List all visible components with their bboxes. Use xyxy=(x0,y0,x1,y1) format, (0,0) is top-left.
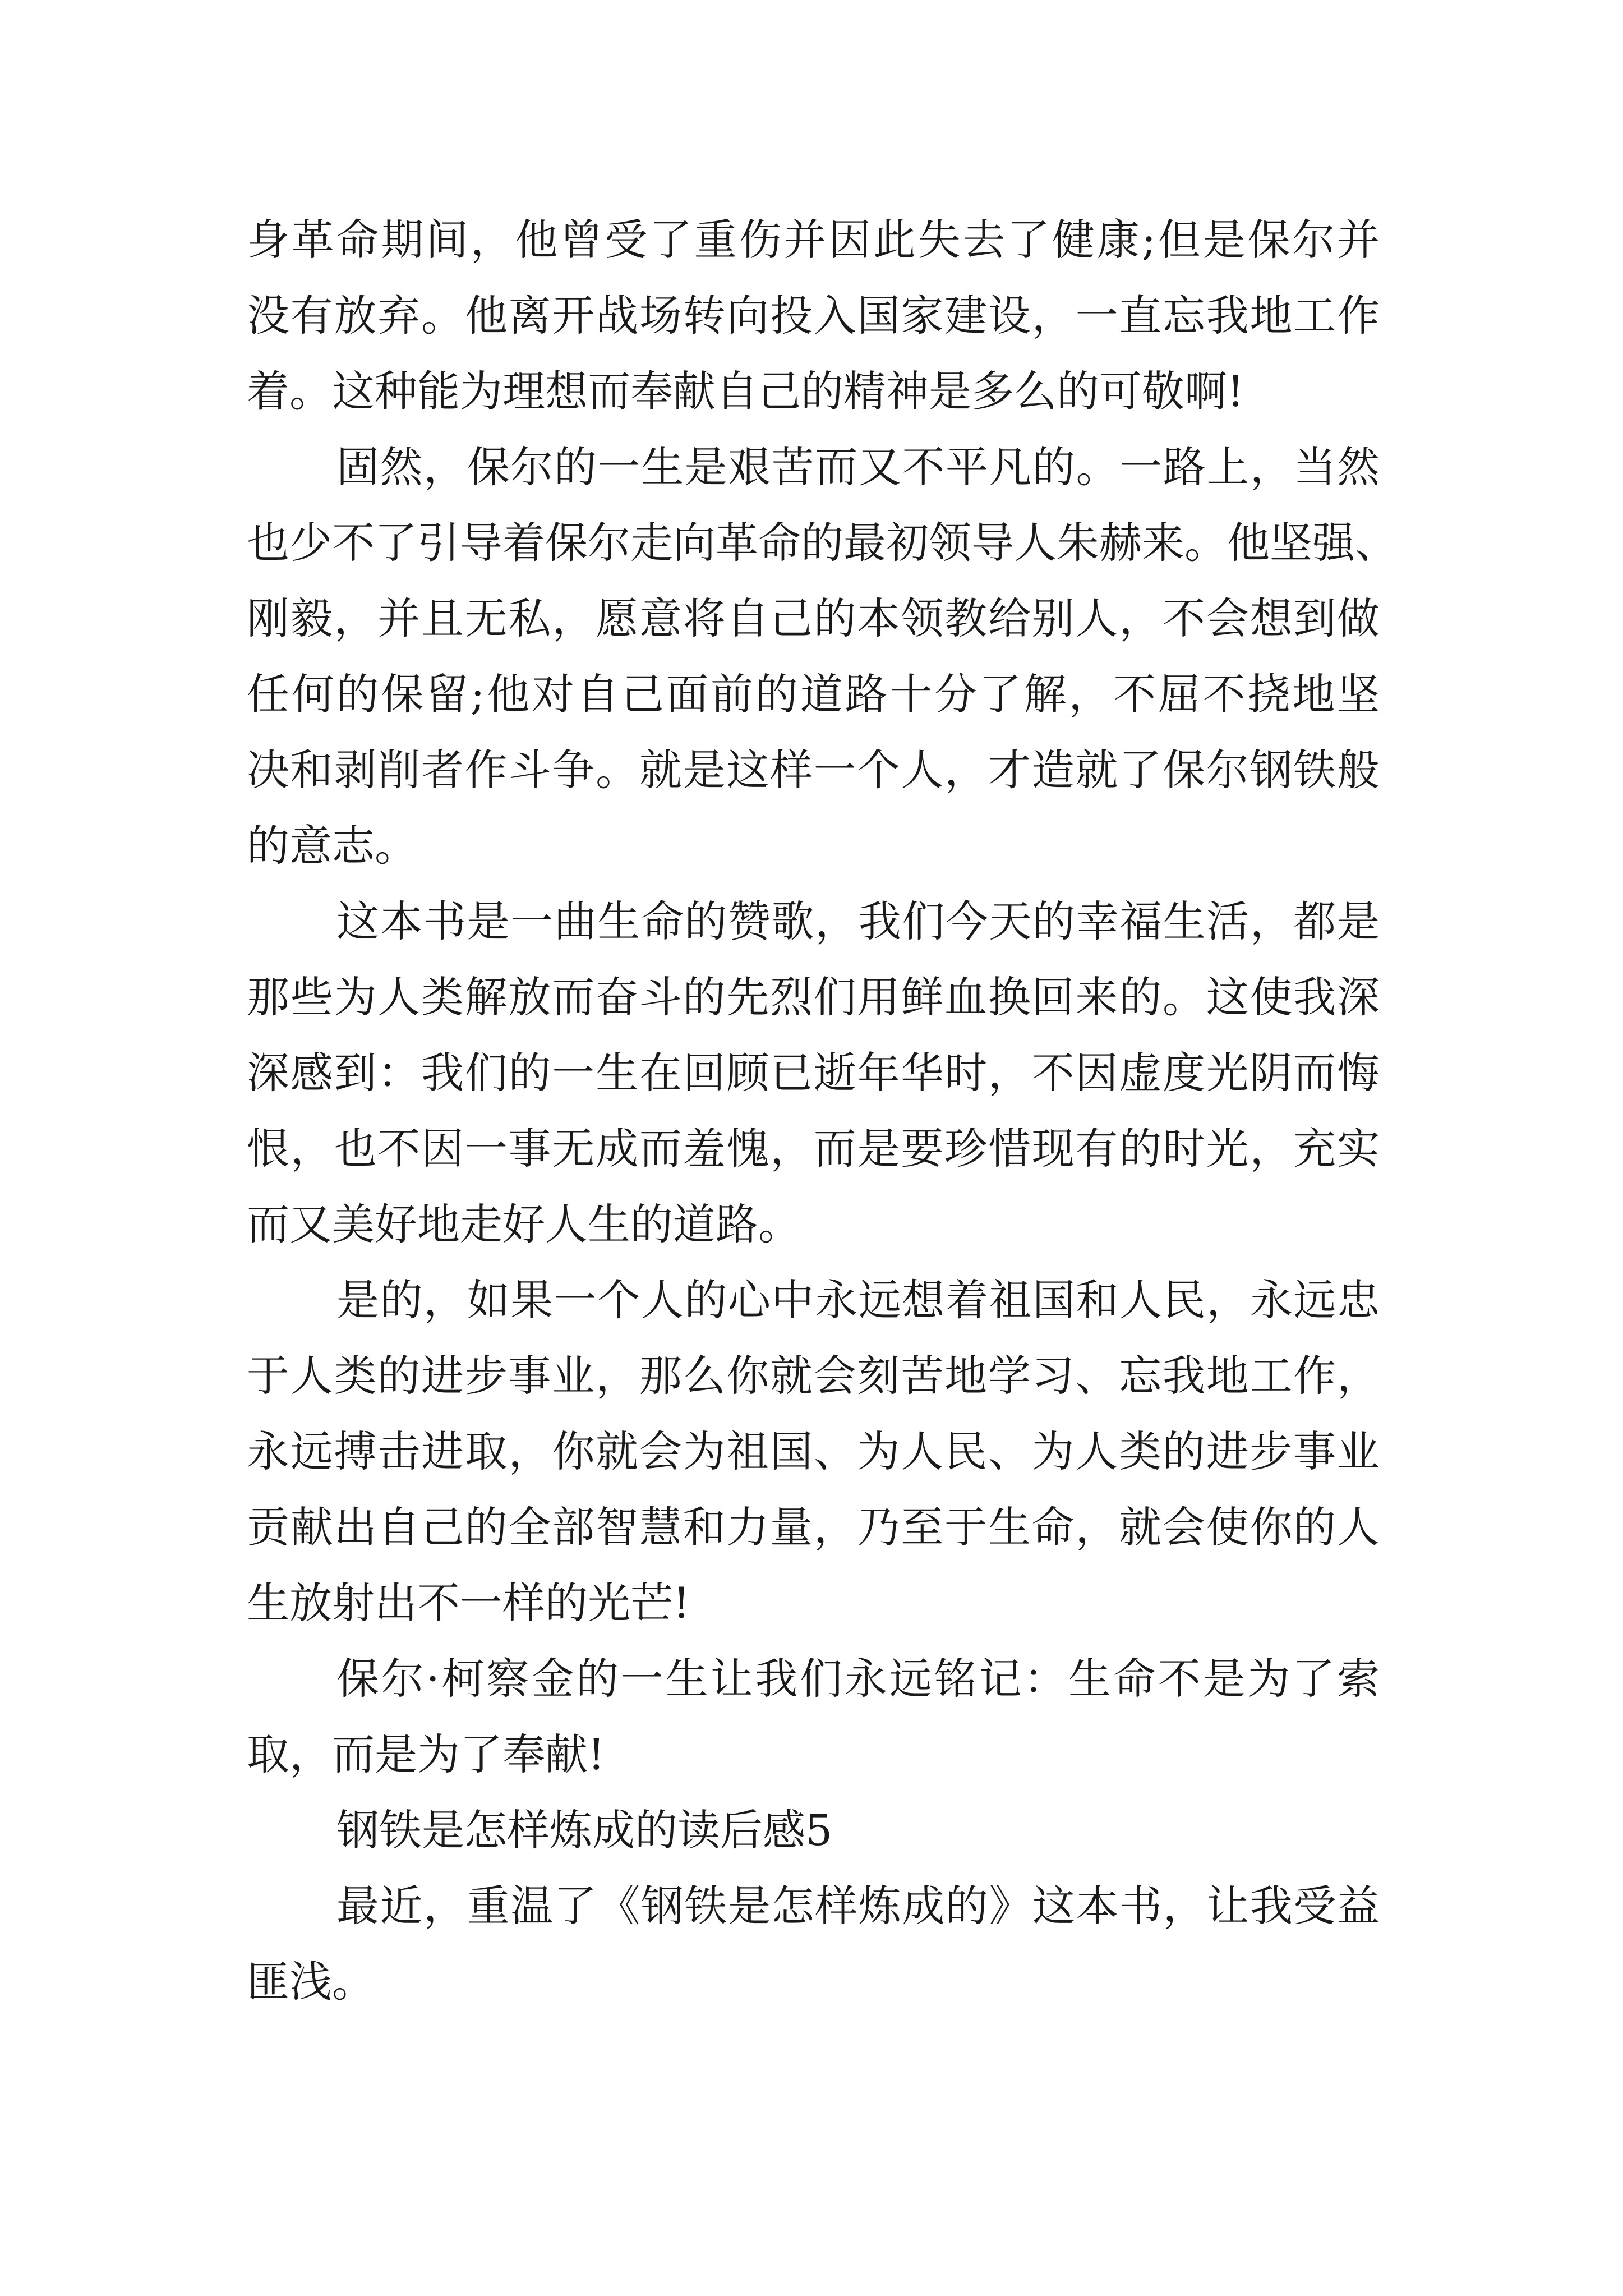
paragraph-first-line: 是的，如果一个人的心中永远想着祖国和人民，永远忠 xyxy=(336,1275,1380,1325)
text-line: 也少不了引导着保尔走向革命的最初领导人朱赫来。他坚强、 xyxy=(247,518,1398,568)
paragraph-first-line: 最近，重温了《钢铁是怎样炼成的》这本书，让我受益 xyxy=(336,1881,1380,1931)
text-line: 而又美好地走好人生的道路。 xyxy=(247,1199,801,1249)
text-line: 深感到：我们的一生在回顾已逝年华时，不因虚度光阴而悔 xyxy=(247,1048,1380,1098)
text-line: 取，而是为了奉献! xyxy=(247,1729,605,1779)
text-line: 生放射出不一样的光芒! xyxy=(247,1578,690,1628)
body-text xyxy=(247,202,1398,2019)
text-line: 那些为人类解放而奋斗的先烈们用鲜血换回来的。这使我深 xyxy=(247,972,1380,1022)
text-line: 恨，也不因一事无成而羞愧，而是要珍惜现有的时光，充实 xyxy=(247,1124,1380,1174)
text-line: 决和剥削者作斗争。就是这样一个人，才造就了保尔钢铁般 xyxy=(247,745,1380,795)
text-line: 任何的保留;他对自己面前的道路十分了解，不屈不挠地坚 xyxy=(247,669,1380,719)
paragraph-first-line: 保尔·柯察金的一生让我们永远铭记：生命不是为了索 xyxy=(336,1654,1380,1704)
paragraph-first-line: 这本书是一曲生命的赞歌，我们今天的幸福生活，都是 xyxy=(336,896,1380,946)
text-line: 永远搏击进取，你就会为祖国、为人民、为人类的进步事业 xyxy=(247,1427,1380,1476)
text-line: 于人类的进步事业，那么你就会刻苦地学习、忘我地工作， xyxy=(247,1351,1380,1401)
text-line: 贡献出自己的全部智慧和力量，乃至于生命，就会使你的人 xyxy=(247,1502,1380,1552)
text-line: 的意志。 xyxy=(247,821,417,871)
text-line: 没有放弃。他离开战场转向投入国家建设，一直忘我地工作 xyxy=(247,291,1380,341)
text-line: 身革命期间，他曾受了重伤并因此失去了健康;但是保尔并 xyxy=(247,215,1380,265)
paragraph-first-line: 固然，保尔的一生是艰苦而又不平凡的。一路上，当然 xyxy=(336,442,1380,492)
text-line: 匪浅。 xyxy=(247,1957,375,2007)
section-heading: 钢铁是怎样炼成的读后感5 xyxy=(336,1805,833,1855)
text-line: 着。这种能为理想而奉献自己的精神是多么的可敬啊! xyxy=(247,366,1244,416)
text-line: 刚毅，并且无私，愿意将自己的本领教给别人，不会想到做 xyxy=(247,593,1380,643)
